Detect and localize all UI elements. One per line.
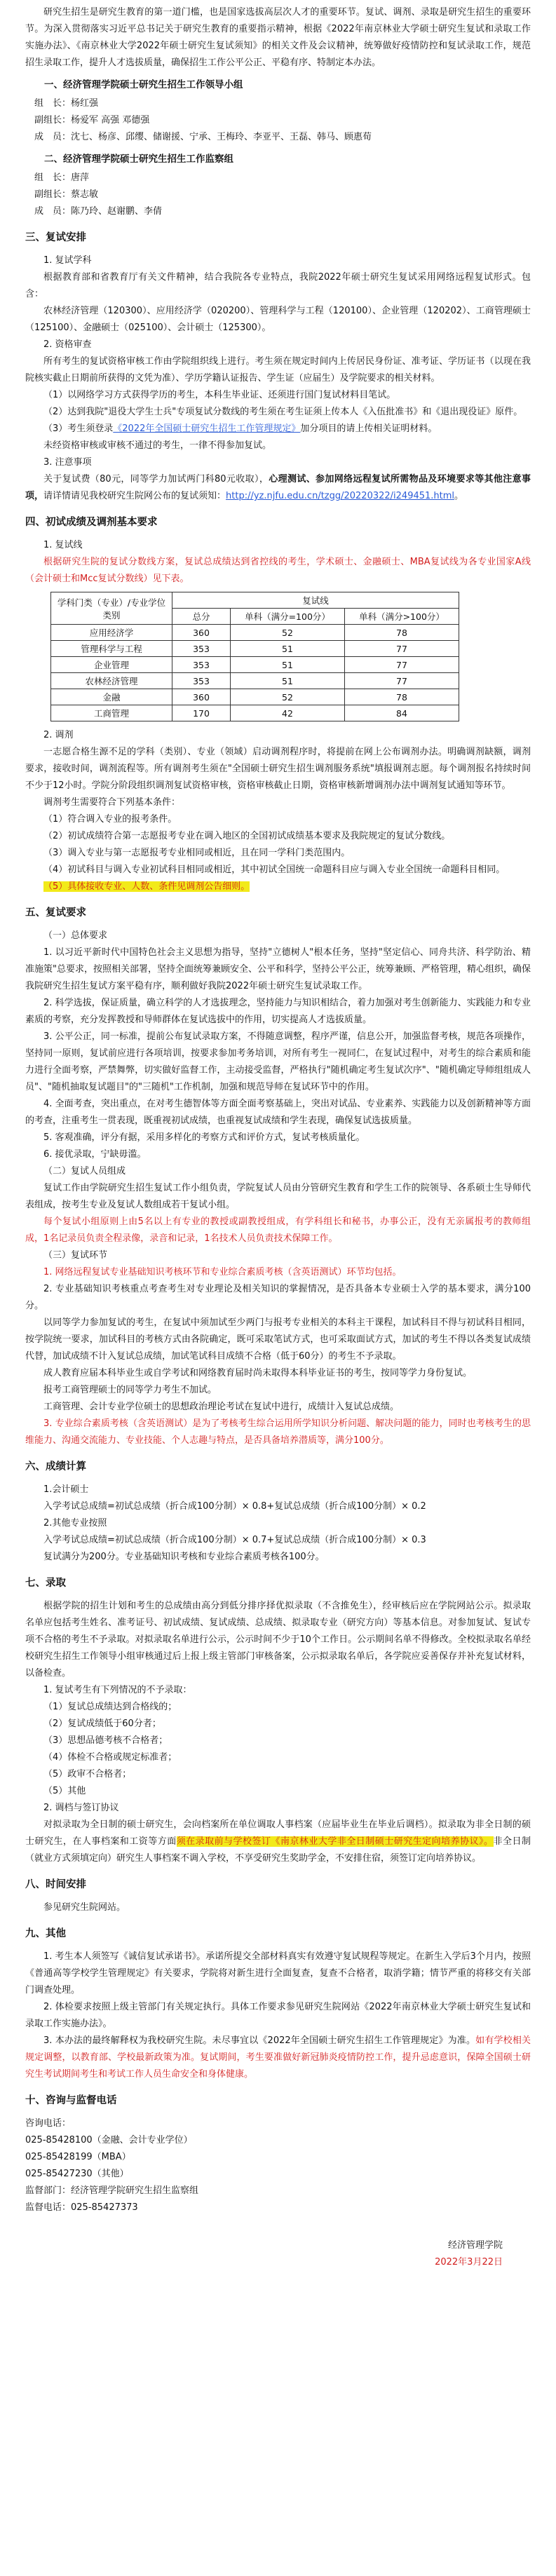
- paragraph: [25, 1817, 531, 1867]
- text: 关于复试费（80元，同等学力加试两门科80元收取），: [43, 474, 269, 484]
- table-header: 单科（满分=100分）: [231, 609, 345, 625]
- paragraph: [25, 421, 531, 438]
- table-header: 学科门类（专业）/专业学位类别: [51, 592, 172, 625]
- paragraph: （2）初试成绩符合第一志愿报考专业在调入地区的全国初试成绩基本要求及我院规定的复试分数线。: [43, 831, 451, 841]
- paragraph: （2）达到我院"退役大学生士兵"专项复试分数线的考生须在考生证须上传本人《入伍批准书》和《退出现役证》原件。: [43, 407, 523, 417]
- section-title: 一、经济管理学院硕士研究生招生工作领导小组: [44, 79, 243, 90]
- highlighted-paragraph: 1. 网络远程复试专业基础知识考核环节和专业综合素质考核（含英语测试）环节均包括。: [43, 1267, 402, 1277]
- paragraph: （1）符合调入专业的报考条件。: [43, 814, 177, 825]
- section-retest-requirements: [25, 902, 531, 1449]
- paragraph: 复试工作由学院研究生招生复试工作小组负责，学院复试人员由分管研究生教育和学生工作的院领导、各系硕士生导师代表组成，按考生专业及复试人数组成若干复试小组。: [25, 1183, 531, 1210]
- phone-number: 025-85427230（其他）: [25, 2169, 129, 2179]
- table-header: 总分: [172, 609, 231, 625]
- paragraph: （4）初试科目与调入专业初试科目相同或相近，其中初试全国统一命题科目应与调入专业全国统一命题科目相同。: [43, 865, 506, 875]
- subheading: （三）复试环节: [43, 1250, 108, 1261]
- table-row: [51, 673, 459, 689]
- signature-block: [25, 2237, 531, 2271]
- list-item: （2）复试成绩低于60分者；: [43, 1719, 161, 1729]
- group-leader: 组 长：杨红强: [34, 98, 99, 109]
- subheading: 1.会计硕士: [43, 1484, 89, 1495]
- section-title: 五、复试要求: [25, 907, 86, 918]
- supervision-dept: 监督部门：经济管理学院研究生招生监察组: [25, 2185, 199, 2196]
- supervision-phone: 监督电话：025-85427373: [25, 2202, 138, 2213]
- paragraph: 5. 客观准确，评分有据，采用多样化的考察方式和评价方式，复试考核质量化。: [43, 1132, 365, 1143]
- highlighted-paragraph: [25, 879, 531, 895]
- document: [25, 0, 531, 2271]
- table-cell: 52: [231, 625, 345, 641]
- contact-label: 咨询电话：: [25, 2118, 72, 2129]
- text: 请详情请见我校研究生院网公布的复试须知：: [43, 491, 226, 501]
- paragraph: 报考工商管理硕士的同等学力考生不加试。: [43, 1385, 217, 1395]
- intro-paragraph: 研究生招生是研究生教育的第一道门槛，也是国家选拔高层次人才的重要环节。复试、调剂、录取是研究生招生的重要环节。为深入贯彻落实习近平总书记关于研究生教育的重要指示精神，根据《2022年南京林业大学硕士研究生复试和录取工作实施办法》、《南京林业大学2022年硕士研究生复试须知》的相关文件及会议精神，统筹做好疫情防控和复试录取工作，规范招生录取工作，提升人才选拔质量，确保招生工作公平公正、平稳有序、特制定本办法。: [25, 7, 531, 68]
- section-title: 四、初试成绩及调剂基本要求: [25, 517, 158, 528]
- subheading: 2. 调剂: [43, 730, 74, 740]
- table-cell: 51: [231, 657, 345, 673]
- text: 3. 本办法的最终解释权为我校研究生院。未尽事宜以《2022年全国硕士研究生招生工作管理规定》为准。: [43, 2035, 476, 2046]
- table-row: [51, 641, 459, 657]
- paragraph: 复试满分为200分。专业基础知识考核和专业综合素质考核各100分。: [43, 1552, 325, 1562]
- table-cell: 353: [172, 641, 231, 657]
- table-cell: 78: [345, 689, 459, 705]
- table-cell: 77: [345, 673, 459, 689]
- paragraph: 6. 接优录取，宁缺毋滥。: [43, 1149, 147, 1160]
- subheading: （一）总体要求: [43, 930, 108, 941]
- table-cell: 51: [231, 641, 345, 657]
- section-title: 二、经济管理学院硕士研究生招生工作监察组: [44, 154, 233, 165]
- paragraph: 参见研究生院网站。: [43, 1902, 126, 1913]
- section-leading-group: [25, 76, 531, 146]
- table-row: [51, 689, 459, 705]
- section-other: [25, 1923, 531, 2083]
- formula: 入学考试总成绩=初试总成绩（折合成100分制）× 0.7+复试总成绩（折合成100分制）× 0.3: [43, 1535, 426, 1545]
- paragraph: 所有考生的复试资格审核工作由学院组织线上进行。考生须在规定时间内上传居民身份证、准考证、学历证书（以现在我院核实截止日期前所获得的文凭为准）、学历学籍认证报告、学生证（应届生）及学院要求的相关材料。: [25, 356, 531, 384]
- regulation-link[interactable]: 《2022年全国硕士研究生招生工作管理规定》: [113, 423, 301, 434]
- table-cell: 管理科学与工程: [51, 641, 172, 657]
- issuing-org: 经济管理学院: [447, 2240, 503, 2251]
- table-row: [51, 657, 459, 673]
- subheading: 2. 资格审查: [43, 339, 92, 350]
- text: （3）考生须登录: [43, 423, 114, 434]
- highlight-text: 如有学校相关规定调整，以教育部、学校最新政策为准。复试期间，考生要准做好新冠肺炎疫情防控工作，提升忌虑意识，保障全国硕士研究生考试期间考生和考试工作人员生命安全和身体健康。: [25, 2035, 531, 2080]
- table-header: 单科（满分>100分）: [345, 609, 459, 625]
- subheading: 2. 调档与签订协议: [43, 1803, 119, 1813]
- table-cell: 84: [345, 705, 459, 721]
- paragraph: 农林经济管理（120300）、应用经济学（020200）、管理科学与工程（120100）、企业管理（120202）、工商管理硕士（125100）、金融硕士（025100）、会计硕士（125300）。: [25, 306, 531, 333]
- section-retest-arrangement: [25, 227, 531, 505]
- table-row: [51, 705, 459, 721]
- highlighted-paragraph: 每个复试小组原则上由5名以上有专业的教授或副教授组成，有学科组长和秘书，办事公正，没有无亲属报考的教师组成，1名记录员负责全程录像，录音和记录，1名技术人员负责技术保障工作。: [25, 1216, 531, 1244]
- formula: 入学考试总成绩=初试总成绩（折合成100分制）× 0.8+复试总成绩（折合成100分制）× 0.2: [43, 1501, 426, 1512]
- subheading: 1. 复试线: [43, 540, 83, 550]
- section-title: 九、其他: [25, 1928, 66, 1939]
- bold-text: 心理测试、参加网络远程复试所需物品及环境要求等其他注意事项，: [25, 474, 531, 501]
- score-table: [50, 592, 459, 721]
- group-members: 成 员：陈乃玲、赵谢鹏、李倩: [34, 206, 163, 217]
- table-cell: 农林经济管理: [51, 673, 172, 689]
- highlight-text: 须在录取前与学校签订《南京林业大学非全日制硕士研究生定向培养协议》。: [176, 1836, 494, 1847]
- section-title: 十、咨询与监督电话: [25, 2095, 117, 2106]
- section-title: 八、时间安排: [25, 1879, 86, 1890]
- paragraph: 根据教育部和省教育厅有关文件精神，结合我院各专业特点，我院2022年硕士研究生复试采用网络远程复试形式。包含：: [25, 272, 531, 299]
- table-cell: 353: [172, 657, 231, 673]
- phone-number: 025-85428100（金融、会计专业学位）: [25, 2135, 193, 2145]
- paragraph: （1）以网络学习方式获得学历的考生，本科生毕业证、还须进行国门复试材料目笔试。: [43, 390, 396, 400]
- paragraph: 成人教育应届本科毕业生或自学考试和网络教育届时尚未取得本科毕业证书的考生，按同等学力身份复试。: [43, 1368, 473, 1378]
- text: 。: [454, 491, 464, 501]
- list-item: （4）体检不合格或规定标准者；: [43, 1752, 177, 1763]
- table-cell: 360: [172, 625, 231, 641]
- table-cell: 353: [172, 673, 231, 689]
- section-admission: [25, 1573, 531, 1916]
- paragraph: 工商管理、会计专业学位硕士的思想政治理论考试在复试中进行，成绩计入复试总成绩。: [43, 1402, 400, 1412]
- subheading: 3. 注意事项: [43, 457, 92, 468]
- text: 加分项目的请上传相关证明材料。: [300, 423, 438, 434]
- highlighted-paragraph: 3. 专业综合素质考核（含英语测试）是为了考核考生综合运用所学知识分析问题、解决问题的能力，同时也考核考生的思维能力、沟通交流能力、专业技能、个人志趣与特点，是否具备培养潜质等，满分100分。: [25, 1418, 531, 1446]
- list-item: （3）思想品德考核不合格者；: [43, 1735, 168, 1746]
- paragraph: 调剂考生需要符合下列基本条件：: [43, 797, 181, 808]
- table-cell: 金融: [51, 689, 172, 705]
- group-deputy: 副组长：蔡志敏: [34, 189, 99, 200]
- table-cell: 51: [231, 673, 345, 689]
- paragraph: 1. 复试考生有下列情况的不予录取：: [43, 1685, 192, 1695]
- subheading: （二）复试人员组成: [43, 1166, 126, 1177]
- section-supervision-group: [25, 150, 531, 220]
- table-cell: 77: [345, 641, 459, 657]
- paragraph: [25, 2033, 531, 2083]
- paragraph: 4. 全面考查，突出重点，在对考生德智体等方面全面考察基础上，突出对试品、专业素养、实践能力以及创新精神等方面的考查，注重考生一贯表现，既重视初试成绩，也重视复试成绩和学生表现，确保复试选拔质量。: [25, 1099, 531, 1126]
- paragraph: 1. 以习近平新时代中国特色社会主义思想为指导，坚持"立德树人"根本任务，坚持"坚定信心、同舟共济、科学防治、精准施策"总要求，按照相关部署，坚持全面统筹兼顾安全、公平和科学，坚持公平公正，统筹兼顾、严格管理，精心组织，确保我院研究生招生复试方案平稳有序，顺利做好我院2022年硕士研究生复试录取工作。: [25, 947, 531, 991]
- section-score-requirements: [25, 512, 531, 895]
- highlight-text: （5）具体接收专业、人数、条件见调剂公告细则。: [43, 881, 250, 892]
- group-members: 成 员：沈七、杨彦、邱缨、储谢援、宁承、王梅玲、李亚平、王磊、韩马、顾惠荀: [34, 132, 372, 142]
- paragraph: 2. 科学选拔，保证质量，确立科学的人才选拔理念，坚持能力与知识相结合，着力加强对考生创新能力、实践能力和专业素质的考察，充分发挥教授和导师群体在复试选拔中的作用，切实提高人才选拔质量。: [25, 998, 531, 1025]
- text: 非全日制（就业方式须填定向）研究生人事档案不调入学校，不享受研究生奖助学金，不安排住宿，须签订定向培养协议。: [25, 1836, 531, 1864]
- text: 对拟录取为全日制的硕士研究生，会向档案所在单位调取人事档案（应届毕业生在毕业后调档）。拟录取为非全日制的硕士研究生，在人事档案和工资等方面: [25, 1819, 531, 1847]
- group-leader: 组 长：唐萍: [34, 172, 90, 183]
- section-title: 三、复试安排: [25, 232, 86, 243]
- table-cell: 78: [345, 625, 459, 641]
- table-cell: 360: [172, 689, 231, 705]
- paragraph: （3）调入专业与第一志愿报考专业相同或相近，且在同一学科门类范围内。: [43, 848, 351, 858]
- section-contact: [25, 2090, 531, 2216]
- table-cell: 工商管理: [51, 705, 172, 721]
- paragraph: 2. 体检要求按照上级主管部门有关规定执行。具体工作要求参见研究生院网站《2022年南京林业大学硕士研究生复试和录取工作实施办法》。: [25, 2002, 531, 2029]
- paragraph: 根据学院的招生计划和考生的总成绩由高分到低分排序择优拟录取（不含推免生），经审核后应在学院网站公示。拟录取名单应包括考生姓名、准考证号、初试成绩、复试成绩、总成绩、拟录取专业（研究方向）等基本信息。对参加复试、复试专项不合格的考生不予录取。对拟录取名单进行公示，公示时间不少于10个工作日。公示期间名单不得修改。全校拟录取名单经校研究生招生工作领导小组审核通过后上报上级主管部门审核备案，公示拟录取名单后，各学院应妥善保存并补充复试材料，以备检查。: [25, 1601, 531, 1679]
- section-score-calculation: [25, 1456, 531, 1566]
- subheading: 1. 复试学科: [43, 255, 92, 266]
- table-header-group: 复试线: [172, 592, 459, 609]
- paragraph: 一志愿合格生源不足的学科（类别）、专业（领域）启动调剂程序时，将提前在网上公布调剂办法。明确调剂缺额，调剂要求，接收时间，调剂流程等。所有调剂考生须在"全国硕士研究生招生调剂服务系统"填报调剂志愿。每个调剂报名持续时间不少于12小时。学院分阶段组织调剂复试资格审核，资格审核截止日期，资格审核新增调剂办法中调剂复试通知等环节。: [25, 747, 531, 791]
- table-row: [51, 625, 459, 641]
- notice-link[interactable]: http://yz.njfu.edu.cn/tzgg/20220322/i249451.html: [226, 491, 455, 501]
- table-cell: 170: [172, 705, 231, 721]
- subheading: 2.其他专业按照: [43, 1518, 107, 1528]
- list-item: （5）其他: [43, 1786, 86, 1796]
- section-title: 七、录取: [25, 1578, 66, 1589]
- table-cell: 42: [231, 705, 345, 721]
- paragraph: 以同等学力参加复试的考生，在复试中须加试至少两门与报考专业相关的本科主干课程，加试科目不得与初试科目相同，按学院统一要求，加试科目的考核方式由各院确定，既可采取笔试方式，也可采取面试方式，加试的考生不得以各类复试成绩代替，加试成绩不计入复试总成绩，加试笔试科目成绩不合格（低于60分）的考生不予录取。: [25, 1317, 531, 1362]
- highlighted-paragraph: 根据研究生院的复试分数线方案，复试总成绩达到省控线的考生，学术硕士、金融硕士、MBA复试线为各专业国家A线（会计硕士和Mcc复试分数线）见下表。: [25, 557, 531, 584]
- table-cell: 企业管理: [51, 657, 172, 673]
- table-cell: 77: [345, 657, 459, 673]
- section-title: 六、成绩计算: [25, 1461, 86, 1472]
- table-cell: 应用经济学: [51, 625, 172, 641]
- paragraph: 3. 公平公正，同一标准，提前公布复试录取方案，不得随意调整，程序严谨，信息公开，加强监督考核，规范各项操作，坚持同一原则，复试前应进行各项培训，按要求参加考务培训，对所有考生一视同仁，在复试过程中，对考生的综合素质和能力进行全面考察，严禁舞弊，切实做好监督工作，主动接受监督，严格执行"随机确定考生复试次序"、"随机确定导师组组成人员"、"随机抽取复试题目"的"三随机"工作机制，加强和规范导师在复试环节中的作用。: [25, 1031, 531, 1092]
- phone-number: 025-85428199（MBA）: [25, 2152, 131, 2162]
- list-item: （1）复试总成绩达到合格线的；: [43, 1702, 177, 1712]
- table-cell: 52: [231, 689, 345, 705]
- paragraph: 未经资格审核或审核不通过的考生，一律不得参加复试。: [43, 440, 272, 451]
- list-item: （5）政审不合格者；: [43, 1769, 132, 1780]
- group-deputy: 副组长：杨爱军 高强 邓德强: [34, 115, 150, 126]
- paragraph: 1. 考生本人须签写《诚信复试承诺书》。承诺所提交全部材料真实有效遵守复试规程等规定。在新生入学后3个月内，按照《普通高等学校学生管理规定》有关要求，学院将对新生进行全面复查，复查不合格者，取消学籍；情节严重的将移交有关部门调查处理。: [25, 1951, 531, 1995]
- paragraph: [25, 471, 531, 505]
- issue-date: 2022年3月22日: [435, 2257, 503, 2267]
- paragraph: 2. 专业基础知识考核重点考查考生对专业理论及相关知识的掌握情况，是否具备本专业硕士入学的基本要求，满分100分。: [25, 1284, 531, 1311]
